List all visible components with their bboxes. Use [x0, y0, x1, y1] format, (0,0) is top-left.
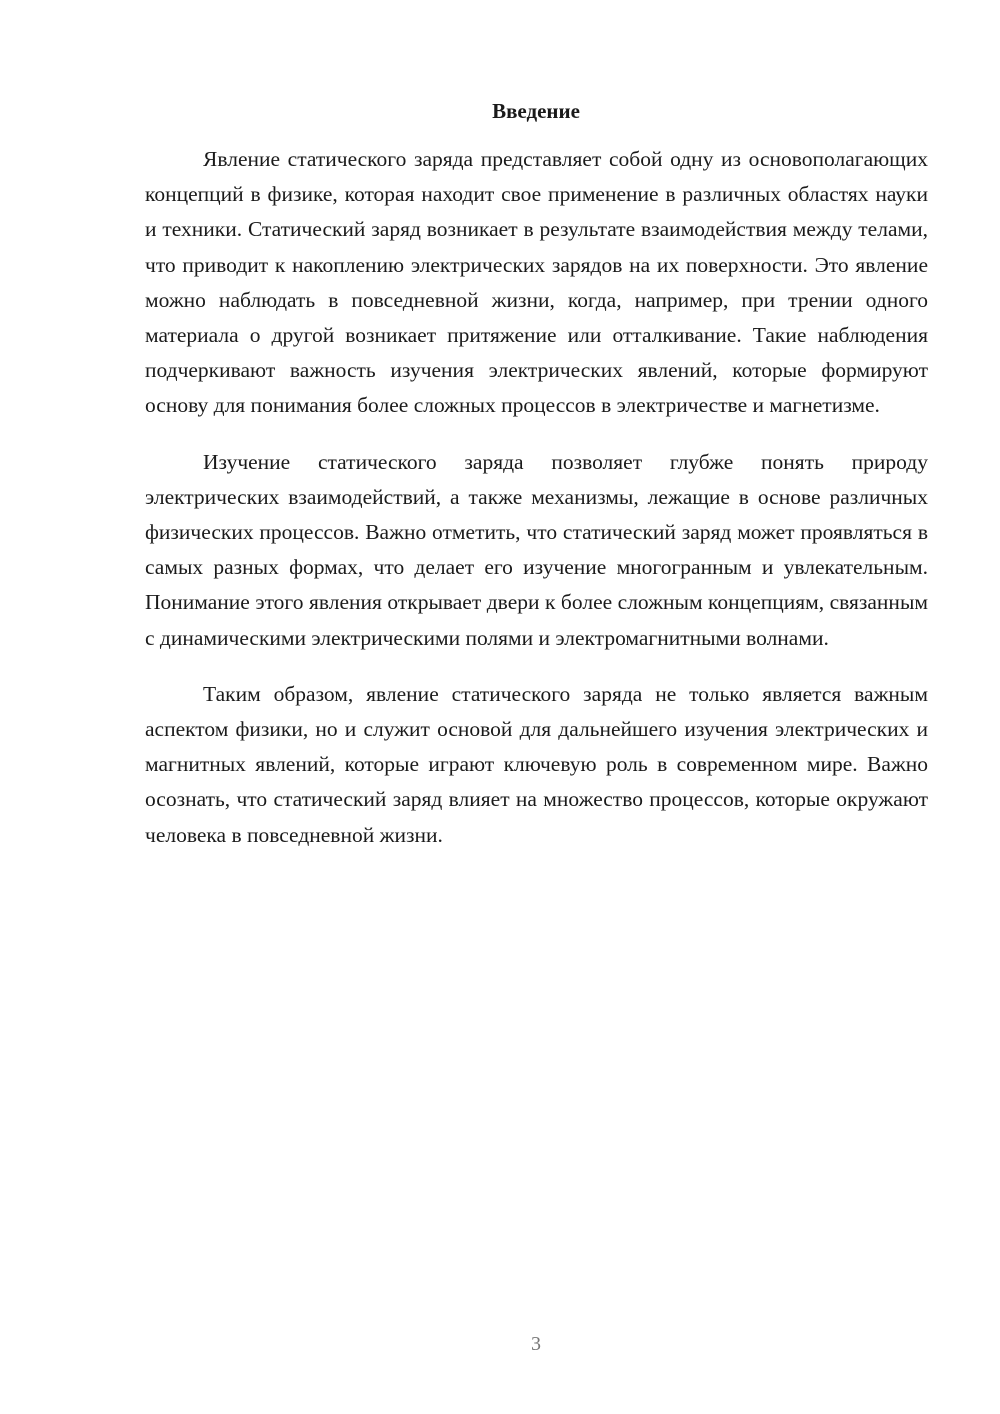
paragraph-3: Таким образом, явление статического заряда не только является важным аспектом физики, но и служит основой для дальнейшего изучения электрических и магнитных явлений, которые играют ключевую роль в современном мире. Важно осознать, что статический заряд влияет на множество процессов, которые окружают человека в повседневной жизни. — [145, 681, 928, 847]
paragraph-1: Явление статического заряда представляет собой одну из основополагающих концепций в физике, которая находит свое применение в различных областях науки и техники. Статический заряд возникает в результате взаимодействия между телами, что приводит к накоплению электрических зарядов на их поверхности. Это явление можно наблюдать в повседневной жизни, когда, например, при трении одного материала о другой возникает притяжение или отталкивание. Такие наблюдения подчеркивают важность изучения электрических явлений, которые формируют основу для понимания более сложных процессов в электричестве и магнетизме. — [145, 147, 928, 418]
body-text — [145, 142, 928, 874]
section-heading: Введение — [492, 99, 580, 123]
paragraph-2: Изучение статического заряда позволяет глубже понять природу электрических взаимодействий, а также механизмы, лежащие в основе различных физических процессов. Важно отметить, что статический заряд может проявляться в самых разных формах, что делает его изучение многогранным и увлекательным. Понимание этого явления открывает двери к более сложным концепциям, связанным с динамическими электрическими полями и электромагнитными волнами. — [145, 449, 928, 650]
page-number: 3 — [531, 1333, 541, 1355]
